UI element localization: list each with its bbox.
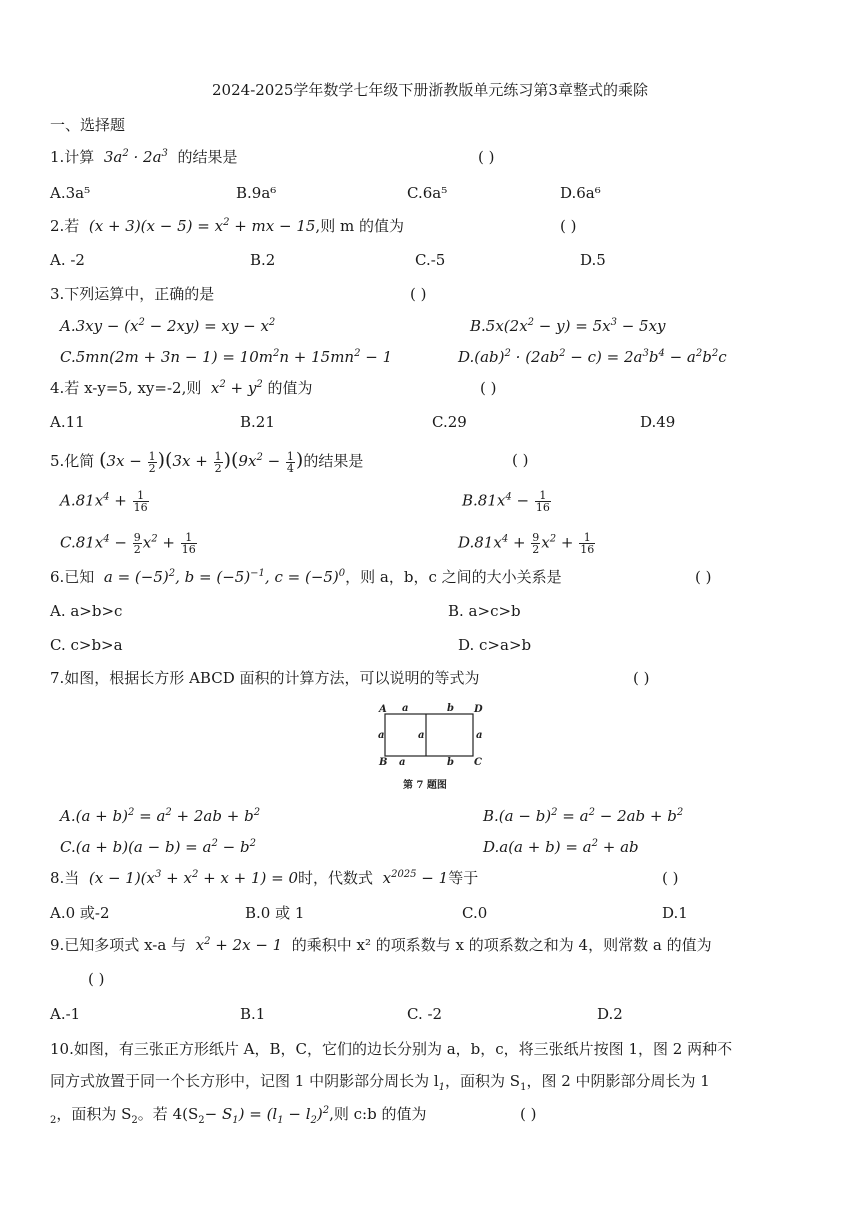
q3-option-d: $D.(ab)^2 \cdot (2ab^2 - c) = 2a^3b^4 - a^2b^2c$ bbox=[458, 348, 727, 366]
q4-option-d: D.49 bbox=[640, 413, 676, 431]
question-4 bbox=[50, 378, 313, 398]
label-middle-a: a bbox=[418, 730, 425, 741]
q10-answer-bracket: ( ) bbox=[520, 1105, 537, 1123]
rectangle-abcd bbox=[385, 714, 473, 756]
q4-option-a: A.11 bbox=[50, 413, 85, 431]
label-d-vertex: D bbox=[474, 704, 483, 715]
q6-option-d: D. c>a>b bbox=[458, 636, 532, 654]
q5-answer-bracket: ( ) bbox=[512, 451, 529, 469]
q6-option-a: A. a>b>c bbox=[50, 602, 123, 620]
q8-option-c: C.0 bbox=[462, 904, 488, 922]
q10-text-3b: 。若 4(S bbox=[137, 1105, 199, 1123]
q9-expression: $x^2 + 2x - 1$ bbox=[190, 936, 287, 954]
q7-option-a: $A.(a + b)^2 = a^2 + 2ab + b^2$ bbox=[60, 807, 261, 825]
q9-suffix: 的乘积中 x² 的项系数与 x 的项系数之和为 4，则常数 a 的值为 bbox=[291, 936, 712, 954]
q4-option-b: B.21 bbox=[240, 413, 275, 431]
label-a-vertex: A bbox=[379, 704, 387, 715]
q8-middle: 时，代数式 bbox=[298, 869, 374, 887]
q3-answer-bracket: ( ) bbox=[410, 285, 427, 303]
q1-expression: $3a^2 \cdot 2a^3$ bbox=[99, 148, 168, 166]
q9-option-a: A.-1 bbox=[50, 1005, 81, 1023]
question-3: 3.下列运算中，正确的是 bbox=[50, 285, 215, 303]
q9-option-d: D.2 bbox=[597, 1005, 623, 1023]
q7-option-d: $D.a(a + b) = a^2$ + ab bbox=[483, 838, 639, 856]
label-bottom-b: b bbox=[447, 757, 454, 768]
label-b-vertex: B bbox=[379, 757, 388, 768]
q5-option-c: $C.81x^4$ − $\frac{9}{2}$ $x^2$ + $\frac{1}{16}$ bbox=[60, 531, 196, 556]
q7-answer-bracket: ( ) bbox=[633, 669, 650, 687]
q1-option-b: B.9a⁶ bbox=[236, 184, 277, 202]
section-heading: 一、选择题 bbox=[50, 116, 126, 134]
q9-answer-bracket: ( ) bbox=[88, 970, 105, 988]
q8-expression: $x^{2025} - 1$ bbox=[377, 869, 449, 887]
q1-option-c: C.6a⁵ bbox=[407, 184, 448, 202]
q4-answer-bracket: ( ) bbox=[480, 379, 497, 397]
label-c-vertex: C bbox=[474, 757, 482, 768]
q4-suffix: 的值为 bbox=[267, 379, 313, 397]
q8-option-b: B.0 或 1 bbox=[245, 904, 305, 922]
q9-option-b: B.1 bbox=[240, 1005, 266, 1023]
q10-text-2c: ，图 2 中阴影部分周长为 1 bbox=[526, 1072, 710, 1090]
q4-expression: $x^2 + y^2$ bbox=[206, 379, 263, 397]
q8-answer-bracket: ( ) bbox=[662, 869, 679, 887]
q3-option-a: $A.3xy - (x^2 - 2xy)$ = xy − $x^2$ bbox=[60, 317, 276, 335]
question-7: 7.如图，根据长方形 ABCD 面积的计算方法，可以说明的等式为 bbox=[50, 669, 480, 687]
q5-suffix: 的结果是 bbox=[303, 452, 364, 470]
q6-option-c: C. c>b>a bbox=[50, 636, 123, 654]
q6-answer-bracket: ( ) bbox=[695, 568, 712, 586]
q2-expression: $(x + 3)(x - 5) = x^2$ + mx − 15 bbox=[84, 217, 316, 235]
q2-option-a: A. -2 bbox=[50, 251, 85, 269]
q8-condition: $(x - 1)(x^3 + x^2 + x + 1) = 0$ bbox=[84, 869, 299, 887]
q7-option-b: $B.(a - b)^2 = a^2 - 2ab + b^2$ bbox=[483, 807, 684, 825]
q6-option-b: B. a>c>b bbox=[448, 602, 521, 620]
q4-option-c: C.29 bbox=[432, 413, 467, 431]
q1-option-d: D.6a⁶ bbox=[560, 184, 601, 202]
q2-option-b: B.2 bbox=[250, 251, 276, 269]
q3-option-b: $B.5x(2x^2 - y) = 5x^3 - 5xy$ bbox=[470, 317, 666, 335]
question-5 bbox=[50, 450, 363, 474]
q5-expression: (3x − $\frac{1}{2}$ )(3x + $\frac{1}{2}$ )($9x^2$ − $\frac{1}{4}$ ) bbox=[99, 449, 304, 475]
q5-option-b: $B.81x^4$ − $\frac{1}{16}$ bbox=[462, 489, 550, 514]
q9-option-c: C. -2 bbox=[407, 1005, 443, 1023]
q5-prefix: 5.化简 bbox=[50, 452, 95, 470]
q1-prefix: 1.计算 bbox=[50, 148, 95, 166]
q2-option-d: D.5 bbox=[580, 251, 606, 269]
q9-prefix: 9.已知多项式 x-a 与 bbox=[50, 936, 187, 954]
question-10-line-3: $_2$，面积为 $S_2$。若 $4(S_2- S_1) = (l_1 - l_2)^2$,则 c:b 的值为 bbox=[50, 1105, 427, 1126]
label-top-a: a bbox=[402, 703, 409, 714]
q8-option-a: A.0 或-2 bbox=[50, 904, 110, 922]
q8-option-d: D.1 bbox=[662, 904, 688, 922]
question-10-line-1: 10.如图，有三张正方形纸片 A，B，C，它们的边长分别为 a，b，c，将三张纸片按图 1，图 2 两种不 bbox=[50, 1040, 733, 1058]
q1-option-a: A.3a⁵ bbox=[50, 184, 91, 202]
label-bottom-a: a bbox=[399, 757, 406, 768]
q8-prefix: 8.当 bbox=[50, 869, 80, 887]
q10-text-3a: ，面积为 S bbox=[56, 1105, 132, 1123]
q7-rectangle-figure bbox=[375, 700, 490, 792]
q7-figure-caption: 第 7 题图 bbox=[403, 780, 447, 791]
q2-prefix: 2.若 bbox=[50, 217, 80, 235]
q2-suffix: ,则 m 的值为 bbox=[315, 217, 404, 235]
q2-answer-bracket: ( ) bbox=[560, 217, 577, 235]
q7-option-c: $C.(a + b)(a - b) = a^2 - b^2$ bbox=[60, 838, 256, 856]
q10-text-2a: 同方式放置于同一个长方形中，记图 1 中阴影部分周长为 l bbox=[50, 1072, 439, 1090]
q4-prefix: 4.若 x-y=5, xy=-2,则 bbox=[50, 379, 202, 397]
q5-option-d: $D.81x^4$ + $\frac{9}{2}$ $x^2$ + $\frac{1}{16}$ bbox=[458, 531, 595, 556]
label-right-a: a bbox=[476, 730, 483, 741]
q3-option-c: $C.5mn(2m + 3n - 1) = 10m^2n + 15mn^2 - 1$ bbox=[60, 348, 393, 366]
page-title: 2024-2025学年数学七年级下册浙教版单元练习第3章整式的乘除 bbox=[212, 81, 648, 99]
q1-answer-bracket: ( ) bbox=[478, 148, 495, 166]
label-left-a: a bbox=[378, 730, 385, 741]
q1-suffix: 的结果是 bbox=[177, 148, 238, 166]
q6-expression: $a = (-5)^2$, $b = (-5)^{-1}$, $c = (-5)^0$ bbox=[99, 568, 346, 586]
label-top-b: b bbox=[447, 703, 454, 714]
q8-suffix: 等于 bbox=[448, 869, 479, 887]
q10-text-3c: 的值为 bbox=[381, 1105, 427, 1123]
question-6 bbox=[50, 567, 562, 587]
q6-suffix: ，则 a，b，c 之间的大小关系是 bbox=[345, 568, 562, 586]
question-10-line-2: 同方式放置于同一个长方形中，记图 1 中阴影部分周长为 $l_1$，面积为 $S_1$，图 2 中阴影部分周长为 1 bbox=[50, 1072, 710, 1093]
q2-option-c: C.-5 bbox=[415, 251, 446, 269]
question-1 bbox=[50, 147, 237, 167]
question-2 bbox=[50, 216, 404, 236]
question-9 bbox=[50, 935, 712, 955]
q10-expression: − $S_1) = (l_1 - l_2)^2$ bbox=[204, 1105, 330, 1126]
question-8 bbox=[50, 868, 478, 888]
q6-prefix: 6.已知 bbox=[50, 568, 95, 586]
q5-option-a: $A.81x^4$ + $\frac{1}{16}$ bbox=[60, 489, 148, 514]
q10-text-2b: ，面积为 S bbox=[445, 1072, 521, 1090]
